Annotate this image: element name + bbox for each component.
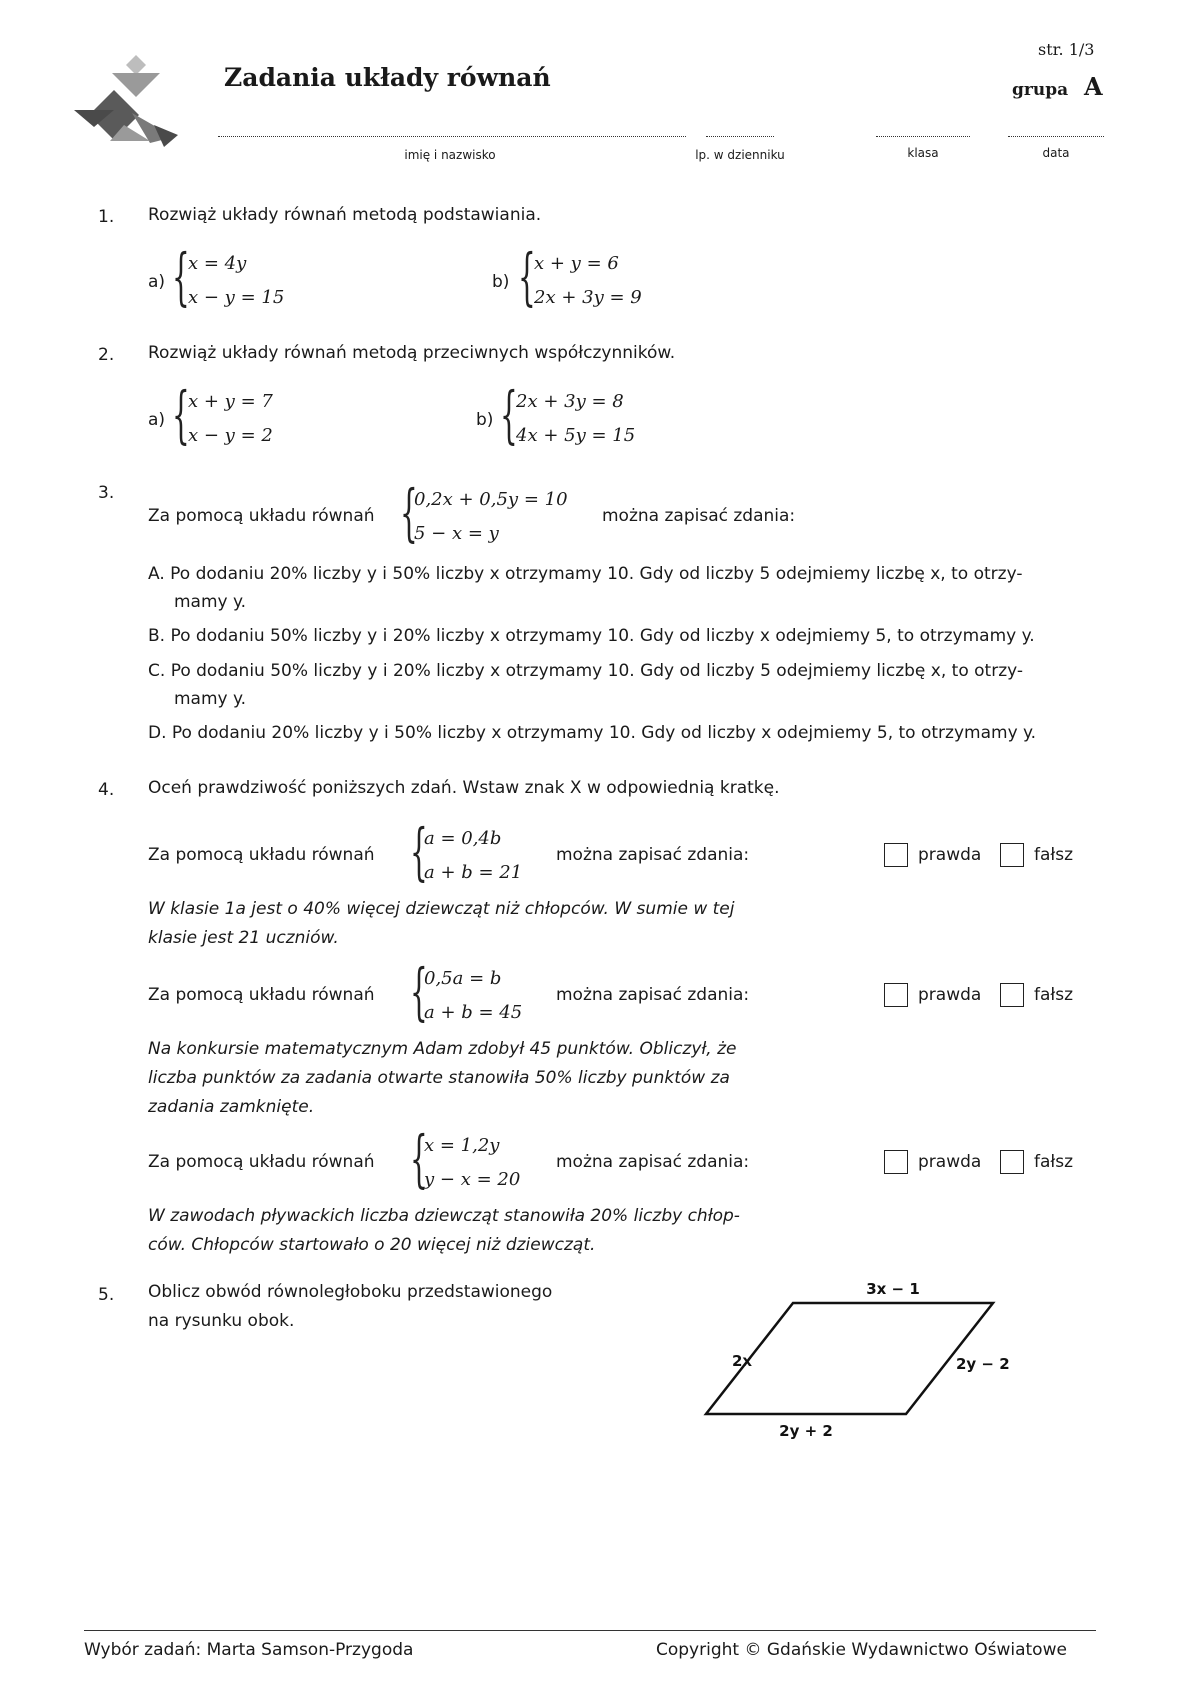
task2b-eq1: 2x + 3y = 8	[516, 391, 624, 412]
task4-item2-trail: można zapisać zdania:	[556, 985, 750, 1005]
task2-instruction: Rozwiąż układy równań metodą przeciwnych współczynników.	[148, 343, 676, 363]
document-title: Zadania układy równań	[224, 63, 551, 92]
item2-line2: liczba punktów za zadania otwarte stanowiła 50% liczby punktów za	[148, 1068, 730, 1088]
item3-false-checkbox[interactable]	[1000, 1150, 1024, 1174]
task2b-brace: {	[500, 378, 518, 451]
task2a-label: a)	[148, 410, 166, 430]
page-number: str. 1/3	[1038, 40, 1095, 59]
task1b-eq2: 2x + 3y = 9	[534, 287, 642, 308]
task4-item2-brace: {	[410, 955, 428, 1028]
group-label-text: grupa	[1012, 80, 1069, 100]
item2-line1: Na konkursie matematycznym Adam zdobył 45 punktów. Obliczył, że	[148, 1039, 737, 1059]
task4-item2-text	[148, 1035, 788, 1122]
task4-item1-trail: można zapisać zdania:	[556, 845, 750, 865]
task3-option-c[interactable]	[148, 657, 1108, 713]
option-a-letter: A.	[148, 564, 165, 584]
option-a-cont: mamy y.	[174, 592, 247, 612]
task4-item3-brace: {	[410, 1122, 428, 1195]
item1-true-checkbox[interactable]	[884, 843, 908, 867]
item3-true-label: prawda	[918, 1152, 982, 1172]
task3-lead: Za pomocą układu równań	[148, 506, 375, 526]
task5-line1: Oblicz obwód równoległoboku przedstawionego	[148, 1282, 553, 1302]
task4-item2-eq2: a + b = 45	[424, 1002, 523, 1023]
option-b-text: Po dodaniu 50% liczby y i 20% liczby x otrzymamy 10. Gdy od liczby x odejmiemy 5, to otrzymamy y.	[170, 626, 1035, 646]
item1-false-checkbox[interactable]	[1000, 843, 1024, 867]
option-c-letter: C.	[148, 661, 166, 681]
task4-item3-text	[148, 1202, 788, 1260]
task2a-eq2: x − y = 2	[188, 425, 273, 446]
item1-line2: klasie jest 21 uczniów.	[148, 928, 339, 948]
item2-true-label: prawda	[918, 985, 982, 1005]
date-field-line	[1008, 136, 1104, 137]
item3-line2: ców. Chłopców startowało o 20 więcej niż dziewcząt.	[148, 1235, 596, 1255]
group-label	[1012, 72, 1103, 101]
task3-number: 3.	[98, 483, 115, 503]
item2-line3: zadania zamknięte.	[148, 1097, 315, 1117]
task1b-label: b)	[492, 272, 510, 292]
publisher-logo	[74, 55, 184, 150]
footer-copyright: Copyright © Gdańskie Wydawnictwo Oświatowe	[656, 1640, 1067, 1660]
task4-item2-lead: Za pomocą układu równań	[148, 985, 375, 1005]
item3-false-label: fałsz	[1034, 1152, 1074, 1172]
date-field-label: data	[1042, 146, 1070, 160]
option-c-text: Po dodaniu 50% liczby y i 20% liczby x otrzymamy 10. Gdy od liczby 5 odejmiemy liczbę x, to otrzy-	[170, 661, 1024, 681]
option-b-letter: B.	[148, 626, 166, 646]
class-field-label: klasa	[907, 146, 939, 160]
task4-item3-eq2: y − x = 20	[424, 1169, 521, 1190]
task4-item1-eq1: a = 0,4b	[424, 828, 502, 849]
task5-number: 5.	[98, 1285, 115, 1305]
number-field-label: lp. w dzienniku	[695, 148, 785, 162]
task2b-eq2: 4x + 5y = 15	[516, 425, 636, 446]
label-right: 2y − 2	[956, 1355, 1010, 1373]
option-c-cont: mamy y.	[174, 689, 247, 709]
task4-item1-lead: Za pomocą układu równań	[148, 845, 375, 865]
task3-brace: {	[400, 476, 418, 549]
task1a-label: a)	[148, 272, 166, 292]
task4-item1-text	[148, 895, 788, 953]
task3-eq1: 0,2x + 0,5y = 10	[414, 489, 568, 510]
task1-instruction: Rozwiąż układy równań metodą podstawiania.	[148, 205, 542, 225]
item1-true-label: prawda	[918, 845, 982, 865]
parallelogram-figure	[690, 1270, 1020, 1450]
footer-divider	[84, 1630, 1096, 1631]
label-left: 2x	[732, 1352, 753, 1370]
task1b-eq1: x + y = 6	[534, 253, 619, 274]
task3-trail: można zapisać zdania:	[602, 506, 796, 526]
task3-eq2: 5 − x = y	[414, 523, 499, 544]
class-field-line	[876, 136, 970, 137]
task4-item1-brace: {	[410, 815, 428, 888]
task5-text	[148, 1278, 552, 1336]
task1a-brace: {	[172, 240, 190, 313]
task4-item3-trail: można zapisać zdania:	[556, 1152, 750, 1172]
name-field-line	[218, 136, 686, 137]
task4-item3-eq1: x = 1,2y	[424, 1135, 500, 1156]
task2a-eq1: x + y = 7	[188, 391, 273, 412]
label-top: 3x − 1	[866, 1280, 920, 1298]
item2-false-checkbox[interactable]	[1000, 983, 1024, 1007]
item1-line1: W klasie 1a jest o 40% więcej dziewcząt niż chłopców. W sumie w tej	[148, 899, 735, 919]
footer-author: Wybór zadań: Marta Samson-Przygoda	[84, 1640, 414, 1660]
item3-true-checkbox[interactable]	[884, 1150, 908, 1174]
option-a-text: Po dodaniu 20% liczby y i 50% liczby x otrzymamy 10. Gdy od liczby 5 odejmiemy liczbę x, to otrzy-	[170, 564, 1023, 584]
task3-option-b[interactable]	[148, 622, 1108, 650]
task1a-eq1: x = 4y	[188, 253, 247, 274]
task1-number: 1.	[98, 207, 115, 227]
label-bottom: 2y + 2	[779, 1422, 833, 1440]
task2a-brace: {	[172, 378, 190, 451]
task1a-eq2: x − y = 15	[188, 287, 285, 308]
item2-false-label: fałsz	[1034, 985, 1074, 1005]
option-d-letter: D.	[148, 723, 167, 743]
group-letter: A	[1084, 72, 1103, 101]
item2-true-checkbox[interactable]	[884, 983, 908, 1007]
task4-instruction: Oceń prawdziwość poniższych zdań. Wstaw znak X w odpowiednią kratkę.	[148, 778, 780, 798]
task3-option-a[interactable]	[148, 560, 1108, 616]
task4-item1-eq2: a + b = 21	[424, 862, 523, 883]
task4-number: 4.	[98, 780, 115, 800]
task4-item3-lead: Za pomocą układu równań	[148, 1152, 375, 1172]
task2b-label: b)	[476, 410, 494, 430]
task2-number: 2.	[98, 345, 115, 365]
task4-item2-eq1: 0,5a = b	[424, 968, 502, 989]
item3-line1: W zawodach pływackich liczba dziewcząt stanowiła 20% liczby chłop-	[148, 1206, 740, 1226]
number-field-line	[706, 136, 774, 137]
task3-option-d[interactable]	[148, 719, 1108, 747]
option-d-text: Po dodaniu 20% liczby y i 50% liczby x otrzymamy 10. Gdy od liczby x odejmiemy 5, to otrzymamy y.	[171, 723, 1037, 743]
task1b-brace: {	[518, 240, 536, 313]
task5-line2: na rysunku obok.	[148, 1311, 295, 1331]
item1-false-label: fałsz	[1034, 845, 1074, 865]
name-field-label: imię i nazwisko	[404, 148, 496, 162]
